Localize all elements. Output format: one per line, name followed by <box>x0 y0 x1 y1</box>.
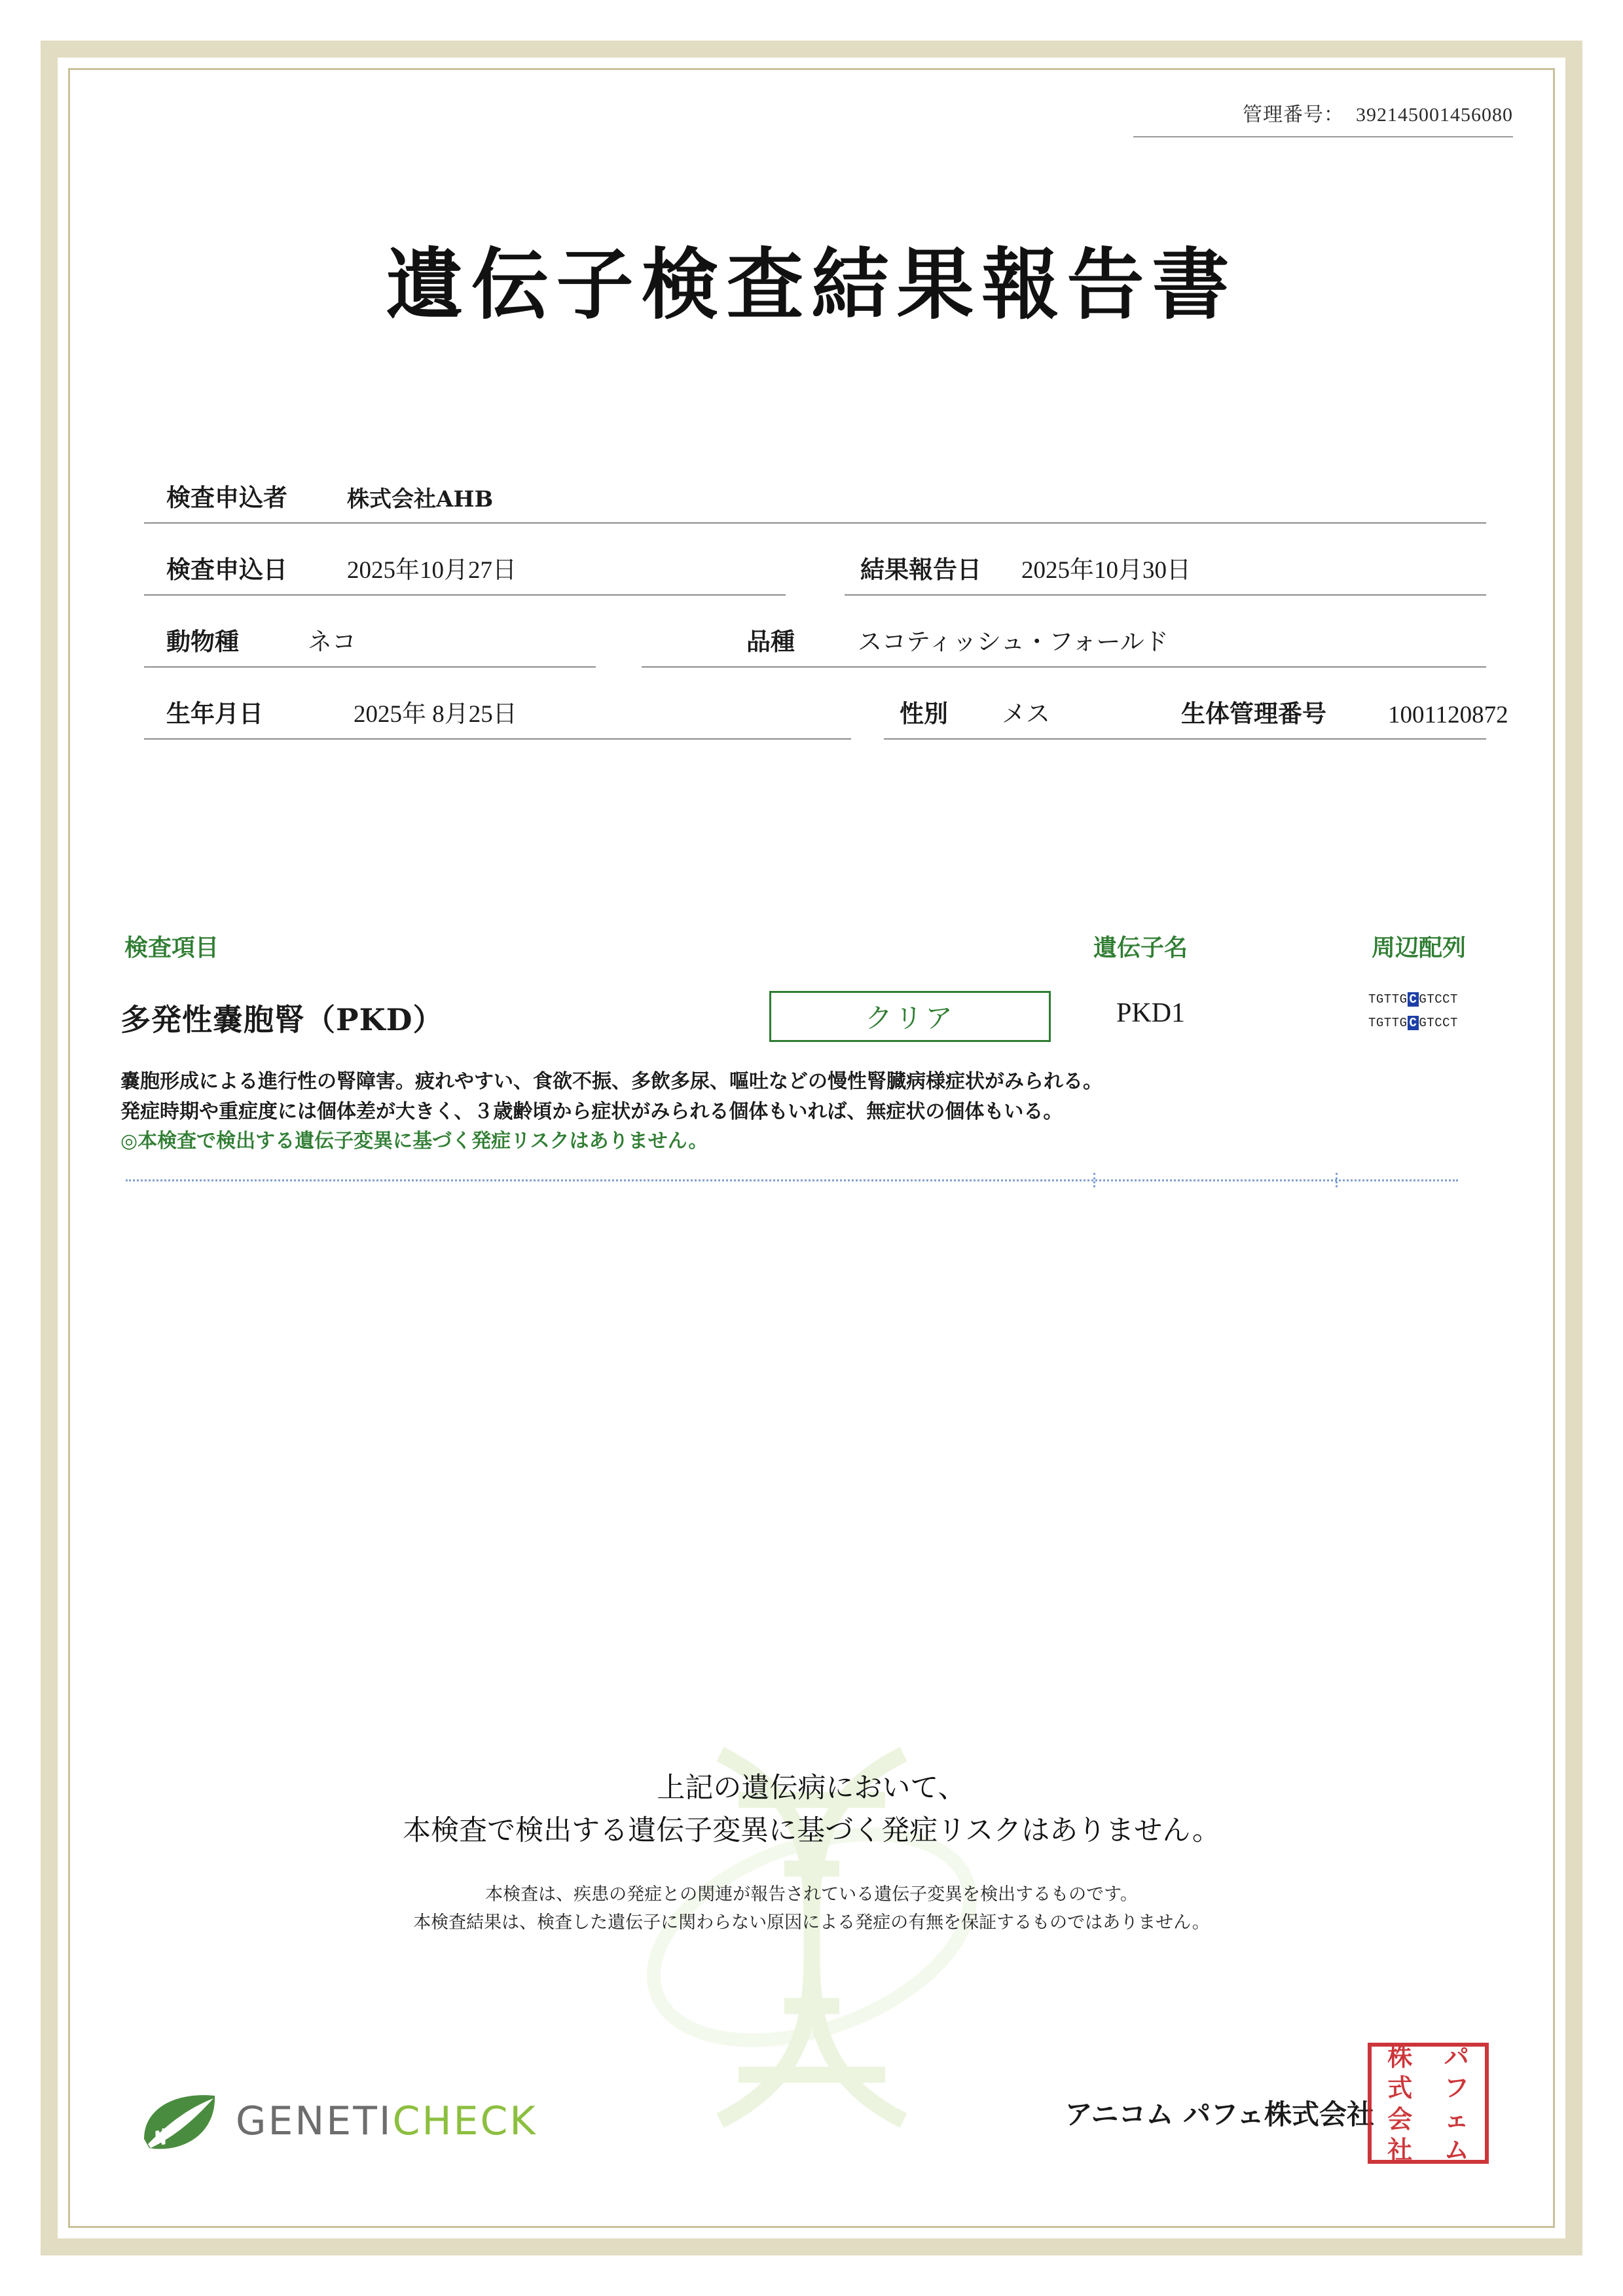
sequence-line-1 <box>1368 992 1525 1007</box>
page-title: 遺伝子検査結果報告書 <box>386 239 1237 330</box>
breed-label: 品種 <box>746 627 795 656</box>
sequence-line-2 <box>1368 1016 1525 1030</box>
brand-logo <box>137 2080 596 2165</box>
seal-char-3: 式 <box>1387 2073 1413 2102</box>
species-value: ネコ <box>308 629 356 656</box>
meta-row-applicant <box>144 452 1486 524</box>
company-seal <box>1368 2043 1489 2164</box>
row-separator <box>126 1179 1458 1181</box>
row-separator-tick <box>1093 1173 1095 1187</box>
meta-row-dates <box>144 524 1486 596</box>
brand-logo-text-part2: CHECK <box>392 2098 538 2144</box>
meta-row-birth <box>144 668 1508 740</box>
field-sex <box>884 691 1165 740</box>
seal-char-4: フ <box>1444 2073 1469 2102</box>
description-line-1: 嚢胞形成による進行性の腎障害。疲れやすい、食欲不振、多飲多尿、嘔吐などの慢性腎臓病様症状がみられる。 <box>120 1070 1103 1093</box>
sex-label: 性別 <box>900 699 948 728</box>
sequence-prefix: TGTTG <box>1368 1016 1408 1030</box>
birth-date-label: 生年月日 <box>166 699 263 728</box>
gene-name: PKD1 <box>1116 998 1186 1028</box>
animal-id-value: 1001120872 <box>1388 702 1508 728</box>
summary-block <box>98 1767 1525 1937</box>
control-number-underline <box>1133 136 1513 137</box>
field-animal-id <box>1165 691 1508 740</box>
control-number-value: 392145001456080 <box>1356 104 1513 126</box>
summary-notes <box>98 1880 1525 1937</box>
sequence-suffix: GTCCT <box>1419 1016 1458 1030</box>
report-date-label: 結果報告日 <box>860 555 981 584</box>
applicant-label: 検査申込者 <box>166 483 287 512</box>
apply-date-label: 検査申込日 <box>166 555 287 584</box>
column-header-sequence: 周辺配列 <box>1372 934 1467 961</box>
animal-id-label: 生体管理番号 <box>1181 699 1326 728</box>
field-breed <box>642 619 1486 668</box>
field-birth-date <box>144 691 851 740</box>
sequence-suffix: GTCCT <box>1419 992 1458 1007</box>
description-line-2: 発症時期や重症度には個体差が大きく、３歳齢頃から症状がみられる個体もいれば、無症状の個体もいる。 <box>120 1100 1063 1123</box>
test-name: 多発性嚢胞腎（PKD） <box>120 1002 444 1037</box>
applicant-value: 株式会社AHB <box>347 486 494 512</box>
table-row <box>98 982 1525 1054</box>
row-separator-tick <box>1336 1173 1338 1187</box>
seal-char-6: ェ <box>1444 2104 1469 2134</box>
meta-block <box>144 452 1508 740</box>
report-date-value: 2025年10月30日 <box>1021 557 1191 584</box>
field-applicant <box>144 475 1486 524</box>
sequence-block <box>1368 992 1525 1039</box>
sequence-prefix: TGTTG <box>1368 992 1408 1007</box>
leaf-logo-icon <box>137 2088 223 2160</box>
company-name: アニコム パフェ株式会社 <box>1065 2098 1374 2130</box>
description-line-3: ◎本検査で検出する遺伝子変異に基づく発症リスクはありません。 <box>120 1130 708 1153</box>
species-label: 動物種 <box>166 627 239 656</box>
apply-date-value: 2025年10月27日 <box>347 557 517 584</box>
summary-note-1: 本検査は、疾患の発症との関連が報告されている遺伝子変異を検出するものです。 <box>485 1884 1138 1905</box>
sex-value: メス <box>1002 701 1050 728</box>
seal-char-1: 株 <box>1387 2041 1413 2072</box>
seal-char-5: 会 <box>1387 2104 1413 2134</box>
control-number <box>1243 98 1513 127</box>
control-number-label: 管理番号： <box>1243 104 1344 126</box>
seal-char-8: ム <box>1444 2135 1469 2164</box>
summary-line-2: 本検査で検出する遺伝子変異に基づく発症リスクはありません。 <box>403 1814 1220 1847</box>
field-apply-date <box>144 547 786 596</box>
sequence-highlight: C <box>1408 1016 1419 1030</box>
summary-line-1: 上記の遺伝病において、 <box>657 1772 966 1804</box>
brand-logo-text <box>236 2098 538 2144</box>
field-report-date <box>845 547 1486 596</box>
report-content <box>98 85 1525 2211</box>
breed-value: スコティッシュ・フォールド <box>858 629 1169 656</box>
summary-note-2: 本検査結果は、検査した遺伝子に関わらない原因による発症の有無を保証するものではありません。 <box>413 1912 1210 1933</box>
column-header-gene: 遺伝子名 <box>1093 934 1188 961</box>
birth-date-value: 2025年 8月25日 <box>354 701 517 728</box>
brand-logo-text-part1: GENETI <box>236 2098 393 2144</box>
sequence-highlight: C <box>1408 992 1419 1007</box>
seal-char-2: パ <box>1444 2041 1469 2072</box>
results-header <box>98 929 1525 969</box>
column-header-test: 検査項目 <box>124 934 219 961</box>
field-species <box>144 619 596 668</box>
seal-char-7: 社 <box>1387 2135 1413 2164</box>
test-description <box>120 1067 1463 1157</box>
meta-row-species <box>144 596 1486 668</box>
status-badge: クリア <box>769 991 1051 1042</box>
